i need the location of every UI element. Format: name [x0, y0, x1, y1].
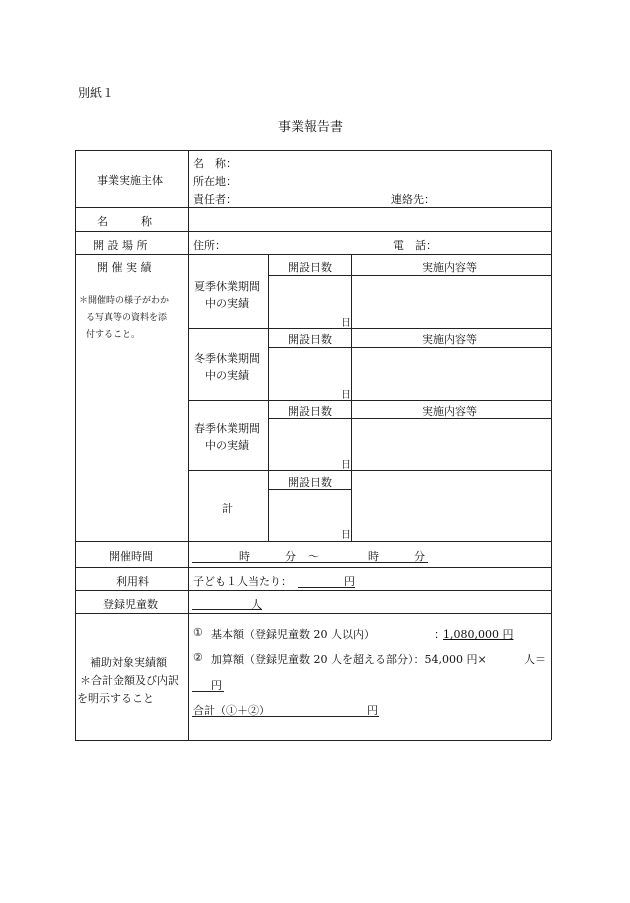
- summer-day-unit: 日: [341, 318, 351, 329]
- subsidy-total-yen: 円: [367, 704, 378, 717]
- results-label: 開 催 実 績: [97, 261, 152, 274]
- summer-days-header: 開設日数: [288, 261, 332, 274]
- spring-period-label-line2: 中の実績: [205, 439, 249, 452]
- row-divider: [75, 590, 551, 591]
- hours-start-hour-unit: 時: [239, 550, 250, 563]
- subsidy-label-line3: を明示すること: [77, 692, 154, 705]
- total-period-label: 計: [222, 502, 233, 515]
- row-divider: [75, 254, 551, 255]
- hours-end-hour-unit: 時: [368, 550, 379, 563]
- results-note-line2: る写真等の資料を添: [86, 313, 168, 323]
- fee-label: 利用料: [116, 575, 149, 588]
- subsidy-label-line2: ＊合計金額及び内訳: [80, 674, 179, 687]
- table-border-bottom: [75, 740, 551, 741]
- summer-period-label-line2: 中の実績: [205, 297, 249, 310]
- spring-content-header: 実施内容等: [422, 405, 477, 418]
- summer-content-header: 実施内容等: [422, 261, 477, 274]
- location-label: 開 設 場 所: [93, 239, 148, 252]
- organizer-address-label: 所在地：: [193, 175, 237, 188]
- fee-per-child-label: 子ども１人当たり：: [193, 575, 292, 588]
- period-divider: [188, 400, 551, 401]
- basic-amount-colon: ：: [434, 628, 445, 641]
- spring-period-label-line1: 春季休業期間: [194, 422, 260, 435]
- results-content-divider: [351, 254, 352, 541]
- children-label: 登録児童数: [103, 598, 158, 611]
- location-phone-label: 電 話：: [393, 239, 437, 252]
- row-divider: [75, 567, 551, 568]
- add-amount-person: 人＝: [524, 653, 546, 666]
- row-divider: [75, 541, 551, 542]
- fee-yen-unit: 円: [344, 575, 355, 588]
- winter-days-header: 開設日数: [288, 333, 332, 346]
- table-border-right: [551, 150, 552, 740]
- hours-tilde: ～: [308, 550, 319, 563]
- spring-day-unit: 日: [341, 460, 351, 471]
- winter-content-header: 実施内容等: [422, 333, 477, 346]
- row-divider: [75, 613, 551, 614]
- subsidy-label-line1: 補助対象実績額: [90, 656, 167, 669]
- hours-label: 開催時間: [109, 550, 153, 563]
- basic-amount-value: 1,080,000 円: [443, 628, 514, 641]
- subheader-divider: [268, 275, 551, 276]
- spring-days-header: 開設日数: [288, 405, 332, 418]
- period-divider: [188, 470, 551, 471]
- children-unit: 人: [251, 598, 262, 611]
- add-amount-text: 加算額（登録児童数 20 人を超える部分）：54,000 円×: [211, 653, 487, 666]
- winter-period-label-line2: 中の実績: [205, 369, 249, 382]
- add-amount-yen: 円: [211, 679, 222, 692]
- subheader-divider: [268, 347, 551, 348]
- add-amount-mark: ②: [193, 651, 203, 664]
- subsidy-total-text: 合計（①＋②）: [193, 704, 270, 717]
- row-divider: [75, 231, 551, 232]
- organizer-contact-label: 連絡先：: [391, 193, 435, 206]
- summer-period-label-line1: 夏季休業期間: [194, 280, 260, 293]
- location-address-label: 住所：: [193, 239, 226, 252]
- total-day-unit: 日: [341, 530, 351, 541]
- row-divider: [75, 207, 551, 208]
- period-divider: [188, 328, 551, 329]
- subsidy-total-underline: [192, 716, 379, 717]
- organizer-label: 事業実施主体: [97, 174, 163, 187]
- label-column-divider: [188, 150, 189, 740]
- add-amount-underline: [192, 691, 224, 692]
- name-label: 名 称: [97, 215, 152, 228]
- basic-amount-mark: ①: [193, 626, 203, 639]
- table-border-left: [75, 150, 76, 740]
- basic-amount-text: 基本額（登録児童数 20 人以内）: [211, 628, 375, 641]
- page-title: 事業報告書: [278, 120, 344, 135]
- total-days-header: 開設日数: [288, 476, 332, 489]
- table-border-top: [75, 150, 551, 151]
- organizer-name-label: 名 称：: [193, 157, 237, 170]
- results-note-line1: ＊開催時の様子がわか: [79, 296, 170, 306]
- organizer-manager-label: 責任者：: [193, 193, 237, 206]
- winter-day-unit: 日: [341, 390, 351, 401]
- hours-end-minute-unit: 分: [414, 550, 425, 563]
- results-note-line3: 付すること。: [86, 330, 141, 340]
- attachment-label: 別紙１: [78, 86, 115, 100]
- results-days-divider: [268, 254, 269, 541]
- winter-period-label-line1: 冬季休業期間: [194, 352, 260, 365]
- hours-start-minute-unit: 分: [285, 550, 296, 563]
